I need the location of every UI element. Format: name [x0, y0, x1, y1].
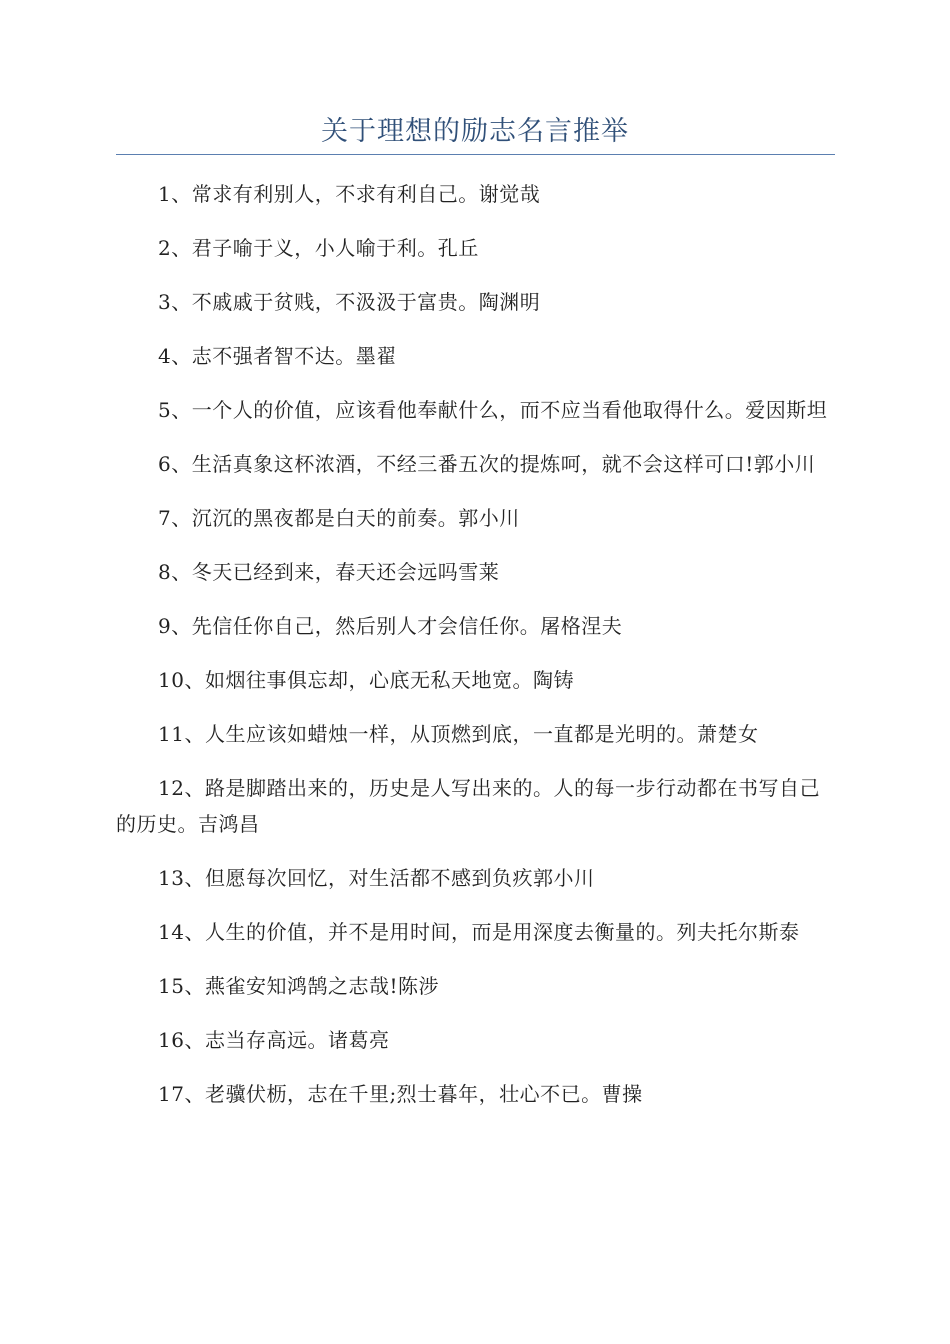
quote-item-14: 14、人生的价值，并不是用时间，而是用深度去衡量的。列夫托尔斯泰 — [158, 920, 800, 944]
quote-item-12: 12、路是脚踏出来的，历史是人写出来的。人的每一步行动都在书写自己的历史。吉鸿昌 — [116, 776, 820, 836]
quote-item-6: 6、生活真象这杯浓酒，不经三番五次的提炼呵，就不会这样可口!郭小川 — [158, 452, 816, 476]
quote-list — [116, 176, 834, 1130]
quote-item-9: 9、先信任你自己，然后别人才会信任你。屠格涅夫 — [158, 614, 623, 638]
quote-item-17: 17、老骥伏枥，志在千里;烈士暮年，壮心不已。曹操 — [158, 1082, 643, 1106]
quote-item-16: 16、志当存高远。诸葛亮 — [158, 1028, 390, 1052]
quote-item-11: 11、人生应该如蜡烛一样，从顶燃到底，一直都是光明的。萧楚女 — [158, 722, 759, 746]
quote-item-2: 2、君子喻于义，小人喻于利。孔丘 — [158, 236, 479, 260]
quote-item-13: 13、但愿每次回忆，对生活都不感到负疚郭小川 — [158, 866, 595, 890]
quote-item-15: 15、燕雀安知鸿鹄之志哉!陈涉 — [158, 974, 439, 998]
title-underline — [116, 154, 835, 155]
page-title: 关于理想的励志名言推举 — [321, 116, 629, 147]
quote-item-8: 8、冬天已经到来，春天还会远吗雪莱 — [158, 560, 500, 584]
quote-item-3: 3、不戚戚于贫贱，不汲汲于富贵。陶渊明 — [158, 290, 541, 314]
quote-item-7: 7、沉沉的黑夜都是白天的前奏。郭小川 — [158, 506, 520, 530]
quote-item-1: 1、常求有利别人，不求有利自己。谢觉哉 — [158, 182, 541, 206]
quote-item-10: 10、如烟往事俱忘却，心底无私天地宽。陶铸 — [158, 668, 574, 692]
quote-item-5: 5、一个人的价值，应该看他奉献什么，而不应当看他取得什么。爱因斯坦 — [158, 398, 828, 422]
quote-item-4: 4、志不强者智不达。墨翟 — [158, 344, 397, 368]
